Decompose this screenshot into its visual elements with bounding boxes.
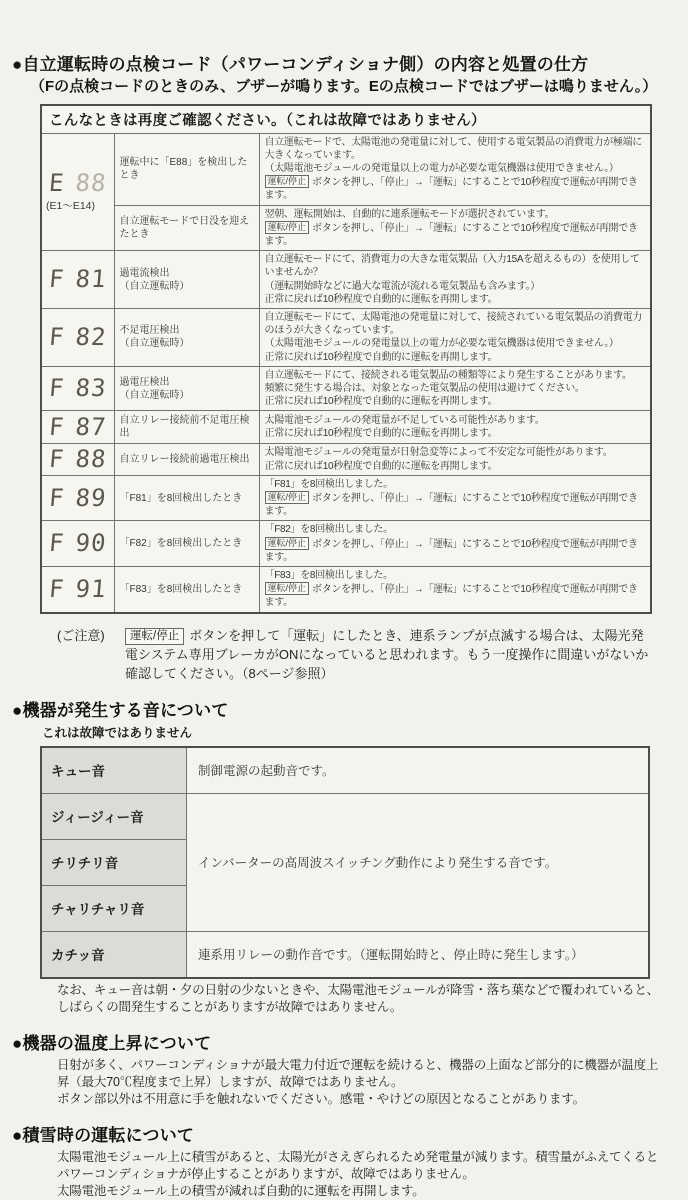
condition-cell: 過電圧検出 （自立運転時） — [114, 366, 259, 411]
run-stop-button: 運転/停止 — [265, 175, 310, 188]
remedy-cell: 太陽電池モジュールの発電量が日射急変等によって不安定な可能性があります。 正常に戻れば10秒程度で自動的に運転を再開します。 — [259, 444, 651, 475]
run-stop-button: 運転/停止 — [265, 491, 310, 504]
sound-label-cell: カチッ音 — [41, 931, 187, 978]
seven-segment-code: F 83 — [47, 374, 108, 403]
table-row — [41, 251, 651, 309]
code-cell — [41, 309, 114, 367]
seven-segment-code: F 90 — [47, 529, 108, 558]
code-range-note: (E1～E14) — [46, 199, 96, 212]
remedy-cell: 翌朝、運転開始は、自動的に連系運転モードが選択されています。 運転/停止 ボタンを押し、「停止」→「運転」にすることで10秒程度で運転が再開できます。 — [259, 205, 651, 251]
remedy-cell: 自立運転モードにて、太陽電池の発電量に対して、接続されている電気製品の消費電力のほうが大きくなっています。 （太陽電池モジュールの発電量以上の電力が必要な電気機器は使用できません。） 正常に戻れば10秒程度で自動的に運転を再開します。 — [259, 309, 651, 367]
run-stop-button: 運転/停止 — [265, 537, 310, 550]
section-heading-temperature: ●機器の温度上昇について — [12, 1033, 212, 1053]
condition-cell: 過電流検出 （自立運転時） — [114, 251, 259, 309]
table-row — [41, 747, 649, 794]
condition-cell: 自立リレー接続前不足電圧検出 — [114, 411, 259, 444]
table-row — [41, 793, 649, 839]
code-cell — [41, 521, 114, 567]
table-row — [41, 309, 651, 367]
seven-segment-code: E 88 — [47, 169, 108, 198]
table-row — [41, 366, 651, 411]
seven-segment-code: F 81 — [47, 265, 108, 294]
seven-segment-code: F 91 — [47, 574, 108, 603]
condition-cell: 不足電圧検出 （自立運転時） — [114, 309, 259, 367]
seven-segment-code: F 89 — [47, 483, 108, 512]
code-cell — [41, 366, 114, 411]
table-row — [41, 931, 649, 978]
condition-cell: 自立リレー接続前過電圧検出 — [114, 444, 259, 475]
page-subtitle: （Fの点検コードのときのみ、ブザーが鳴ります。Eの点検コードではブザーは鳴りません。） — [30, 78, 658, 96]
sound-description-cell: 連系用リレーの動作音です。（運転開始時と、停止時に発生します。） — [187, 931, 650, 978]
condition-cell: 「F83」を8回検出したとき — [114, 567, 259, 613]
table-caption: こんなときは再度ご確認ください。（これは故障ではありません） — [41, 105, 651, 134]
sound-table — [40, 746, 650, 979]
notice-text: ボタンを押して「運転」にしたとき、連系ランプが点滅する場合は、太陽光発電システム専用ブレーカがONになっていると思われます。もう一度操作に間違いがないか確認してください。（8ページ参照） — [125, 627, 649, 681]
code-cell — [41, 411, 114, 444]
code-cell — [41, 444, 114, 475]
seven-segment-code: F 88 — [47, 445, 108, 474]
code-cell — [41, 567, 114, 613]
snow-paragraph: 太陽電池モジュール上に積雪があると、太陽光がさえぎられるため発電量が減ります。積雪量がふえてくるとパワーコンディショナが停止することがありますが、故障ではありません。 — [57, 1149, 659, 1181]
code-cell — [41, 475, 114, 521]
table-row — [41, 205, 651, 251]
notice — [57, 626, 650, 683]
run-stop-button: 運転/停止 — [265, 221, 310, 234]
table-row — [41, 475, 651, 521]
table-row — [41, 133, 651, 205]
condition-cell: 自立運転モードで日没を迎えたとき — [114, 205, 259, 251]
notice-body — [125, 626, 650, 683]
remedy-cell: 自立運転モードにて、接続される電気製品の種類等により発生することがあります。 頻繁に発生する場合は、対象となった電気製品の使用は避けてください。 正常に戻れば10秒程度で自動的に運転を再開します。 — [259, 366, 651, 411]
sounds-subheading: これは故障ではありません — [42, 725, 193, 740]
remedy-cell: 太陽電池モジュールの発電量が不足している可能性があります。 正常に戻れば10秒程度で自動的に運転を再開します。 — [259, 411, 651, 444]
sound-description-cell: インバーターの高周波スイッチング動作により発生する音です。 — [187, 793, 650, 931]
seven-segment-code: F 82 — [47, 322, 108, 351]
sounds-note: なお、キュー音は朝・夕の日射の少ないときや、太陽電池モジュールが降雪・落ち葉などで覆われていると、しばらくの間発生することがありますが故障ではありません。 — [57, 982, 659, 1014]
page-title: ●自立運転時の点検コード（パワーコンディショナ側）の内容と処置の仕方 — [12, 55, 589, 74]
code-cell — [41, 133, 114, 251]
section-heading-sounds: ●機器が発生する音について — [12, 700, 229, 720]
run-stop-button: 運転/停止 — [125, 628, 184, 645]
remedy-cell: 自立運転モードにて、消費電力の大きな電気製品（入力15Aを超えるもの）を使用していませんか？ （運転開始時などに過大な電流が流れる電気製品も含みます。） 正常に戻れば10秒程度で自動的に運転を再開します。 — [259, 251, 651, 309]
table-row — [41, 521, 651, 567]
table-row — [41, 567, 651, 613]
run-stop-button: 運転/停止 — [265, 582, 310, 595]
remedy-cell: 「F82」を8回検出しました。 運転/停止 ボタンを押し、「停止」→「運転」にすることで10秒程度で運転が再開できます。 — [259, 521, 651, 567]
notice-label: (ご注意) — [57, 627, 105, 643]
remedy-cell: 「F83」を8回検出しました。 運転/停止 ボタンを押し、「停止」→「運転」にすることで10秒程度で運転が再開できます。 — [259, 567, 651, 613]
temperature-paragraph: 日射が多く、パワーコンディショナが最大電力付近で運転を続けると、機器の上面など部分的に機器が温度上昇（最大70℃程度まで上昇）しますが、故障ではありません。 — [57, 1057, 659, 1089]
temperature-paragraph: ボタン部以外は不用意に手を触れないでください。感電・やけどの原因となることがあります。 — [57, 1091, 585, 1106]
condition-cell: 「F81」を8回検出したとき — [114, 475, 259, 521]
section-heading-snow: ●積雪時の運転について — [12, 1125, 195, 1145]
table-caption-row — [41, 105, 651, 134]
snow-paragraph: 太陽電池モジュール上の積雪が減れば自動的に運転を再開します。 — [57, 1183, 425, 1198]
sound-label-cell: チリチリ音 — [41, 839, 187, 885]
code-table — [40, 104, 652, 614]
condition-cell: 運転中に「E88」を検出したとき — [114, 133, 259, 205]
table-row — [41, 444, 651, 475]
sound-label-cell: ジィージィー音 — [41, 793, 187, 839]
remedy-cell: 自立運転モードで、太陽電池の発電量に対して、使用する電気製品の消費電力が極端に大きくなっています。 （太陽電池モジュールの発電量以上の電力が必要な電気機器は使用できません。） 運転/停止 ボタンを押し、「停止」→「運転」にすることで10秒程度で運転が再開できます。 — [259, 133, 651, 205]
code-cell — [41, 251, 114, 309]
table-row — [41, 411, 651, 444]
sound-description-cell: 制御電源の起動音です。 — [187, 747, 650, 794]
remedy-cell: 「F81」を8回検出しました。 運転/停止 ボタンを押し、「停止」→「運転」にすることで10秒程度で運転が再開できます。 — [259, 475, 651, 521]
seven-segment-code: F 87 — [47, 412, 108, 441]
sound-label-cell: チャリチャリ音 — [41, 885, 187, 931]
sound-label-cell: キュー音 — [41, 747, 187, 794]
condition-cell: 「F82」を8回検出したとき — [114, 521, 259, 567]
